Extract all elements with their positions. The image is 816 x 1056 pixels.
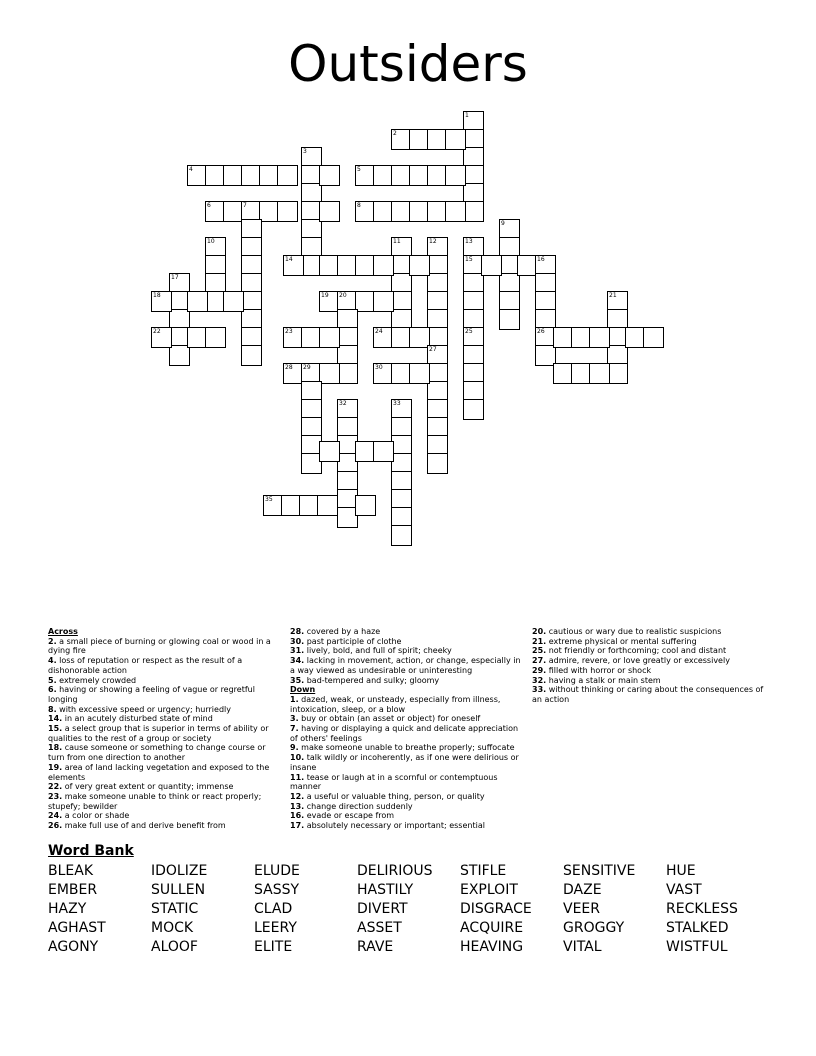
clue-item bbox=[290, 811, 522, 821]
clue-item-text: not friendly or forthcoming; cool and distant bbox=[548, 646, 727, 656]
grid-cell[interactable] bbox=[589, 327, 610, 348]
grid-cell[interactable] bbox=[355, 495, 376, 516]
clue-item bbox=[290, 821, 522, 831]
clue-column-2 bbox=[290, 627, 522, 831]
clue-item-number: 18. bbox=[48, 743, 63, 753]
clue-item bbox=[532, 676, 764, 686]
grid-cell[interactable] bbox=[319, 327, 340, 348]
grid-cell[interactable] bbox=[463, 201, 484, 222]
clue-item bbox=[48, 676, 276, 686]
grid-cell[interactable] bbox=[169, 345, 190, 366]
clue-item-number: 30. bbox=[290, 636, 305, 646]
grid-cell[interactable] bbox=[445, 165, 466, 186]
clue-item-text: absolutely necessary or important; essential bbox=[306, 821, 485, 831]
clue-number: 15 bbox=[465, 256, 473, 263]
clue-item-text: lively, bold, and full of spirit; cheeky bbox=[306, 646, 452, 656]
clue-item-text: a color or shade bbox=[64, 811, 130, 821]
clue-number: 27 bbox=[429, 346, 437, 353]
clue-item-text: extreme physical or mental suffering bbox=[548, 636, 697, 646]
clue-number: 10 bbox=[207, 238, 215, 245]
word-bank-word: DAZE bbox=[563, 882, 602, 898]
clue-item-text: having a stalk or main stem bbox=[548, 675, 661, 685]
clue-number: 13 bbox=[465, 238, 473, 245]
word-bank-word: EMBER bbox=[48, 882, 98, 898]
clue-item-text: having or showing a feeling of vague or regretful longing bbox=[48, 685, 255, 704]
clue-item-text: area of land lacking vegetation and exposed to the elements bbox=[48, 762, 270, 782]
clue-item-number: 25. bbox=[532, 646, 547, 656]
grid-cell[interactable] bbox=[205, 327, 226, 348]
word-bank-word: LEERY bbox=[254, 920, 297, 936]
clue-item bbox=[532, 685, 764, 704]
grid-cell[interactable] bbox=[319, 165, 340, 186]
clue-item-text: extremely crowded bbox=[59, 675, 137, 685]
clue-number: 14 bbox=[285, 256, 293, 263]
grid-cell[interactable] bbox=[607, 363, 628, 384]
word-bank-word: ASSET bbox=[357, 920, 402, 936]
clue-item-text: talk wildly or incoherently, as if one were delirious or insane bbox=[290, 753, 519, 772]
clue-item bbox=[48, 792, 276, 811]
grid-cell[interactable] bbox=[643, 327, 664, 348]
clue-number: 24 bbox=[375, 328, 383, 335]
clue-number: 2 bbox=[393, 130, 397, 137]
word-bank-word: STATIC bbox=[151, 901, 199, 917]
grid-cell[interactable] bbox=[499, 309, 520, 330]
clue-item bbox=[290, 792, 522, 802]
grid-cell[interactable] bbox=[277, 165, 298, 186]
clue-item-text: loss of reputation or respect as the result of a dishonorable action bbox=[48, 656, 243, 675]
clue-item-number: 21. bbox=[532, 636, 547, 646]
clue-item bbox=[290, 714, 522, 724]
word-bank-word: IDOLIZE bbox=[151, 863, 208, 879]
clue-item bbox=[532, 656, 764, 666]
clue-number: 17 bbox=[171, 274, 179, 281]
clue-item-text: make someone unable to breathe properly; suffocate bbox=[301, 743, 515, 753]
grid-cell[interactable] bbox=[223, 291, 244, 312]
word-bank-word: ELITE bbox=[254, 939, 293, 955]
across-heading: Across bbox=[48, 627, 78, 636]
clue-item-number: 22. bbox=[48, 782, 63, 792]
word-bank-word: HUE bbox=[666, 863, 696, 879]
word-bank-word: BLEAK bbox=[48, 863, 94, 879]
clue-number: 3 bbox=[303, 148, 307, 155]
clue-item-number: 6. bbox=[48, 685, 57, 695]
clue-item bbox=[290, 753, 522, 772]
clue-number: 33 bbox=[393, 400, 401, 407]
grid-cell[interactable] bbox=[409, 363, 430, 384]
clue-item-text: evade or escape from bbox=[306, 811, 395, 821]
clue-item bbox=[48, 811, 276, 821]
clue-item-number: 33. bbox=[532, 685, 547, 695]
grid-cell[interactable] bbox=[427, 453, 448, 474]
word-bank-word: WISTFUL bbox=[666, 939, 728, 955]
clue-item-number: 27. bbox=[532, 656, 547, 666]
word-bank-word: ACQUIRE bbox=[460, 920, 524, 936]
clue-item-number: 1. bbox=[290, 694, 299, 704]
grid-cell[interactable] bbox=[445, 129, 466, 150]
down-heading: Down bbox=[290, 685, 316, 695]
clue-item-number: 16. bbox=[290, 811, 305, 821]
clue-number: 23 bbox=[285, 328, 293, 335]
clue-item bbox=[48, 821, 276, 831]
grid-cell[interactable] bbox=[277, 201, 298, 222]
word-bank-word: STALKED bbox=[666, 920, 729, 936]
word-bank-word: ALOOF bbox=[151, 939, 198, 955]
word-bank-word: MOCK bbox=[151, 920, 194, 936]
clue-item bbox=[48, 705, 276, 715]
clue-item-number: 2. bbox=[48, 636, 57, 646]
grid-cell[interactable] bbox=[373, 441, 394, 462]
word-bank-word: RECKLESS bbox=[666, 901, 738, 917]
clue-item-text: in an acutely disturbed state of mind bbox=[64, 714, 213, 724]
clue-number: 22 bbox=[153, 328, 161, 335]
clue-number: 29 bbox=[303, 364, 311, 371]
clue-number: 7 bbox=[243, 202, 247, 209]
grid-cell[interactable] bbox=[319, 201, 340, 222]
clue-item-number: 3. bbox=[290, 714, 299, 724]
word-bank-word: AGHAST bbox=[48, 920, 106, 936]
word-bank-word: SASSY bbox=[254, 882, 300, 898]
clue-number: 28 bbox=[285, 364, 293, 371]
clue-item bbox=[290, 743, 522, 753]
clue-number: 30 bbox=[375, 364, 383, 371]
clue-item bbox=[290, 802, 522, 812]
clue-item-text: cause someone or something to change course or turn from one direction to another bbox=[48, 743, 266, 763]
word-bank-word: DELIRIOUS bbox=[357, 863, 433, 879]
word-bank-title: Word Bank bbox=[48, 843, 134, 859]
clue-item-number: 15. bbox=[48, 724, 63, 734]
grid-cell[interactable] bbox=[151, 291, 172, 312]
word-bank-word: STIFLE bbox=[460, 863, 507, 879]
clue-item bbox=[290, 646, 522, 656]
clue-number: 9 bbox=[501, 220, 505, 227]
word-bank-word: GROGGY bbox=[563, 920, 625, 936]
clue-item bbox=[532, 637, 764, 647]
clue-item-text: dazed, weak, or unsteady, especially from illness, intoxication, sleep, or a blow bbox=[290, 694, 501, 714]
grid-cell[interactable] bbox=[481, 255, 502, 276]
clue-item bbox=[48, 685, 276, 704]
clue-number: 4 bbox=[189, 166, 193, 173]
clue-item-number: 28. bbox=[290, 627, 305, 636]
grid-cell[interactable] bbox=[319, 441, 340, 462]
clue-item bbox=[290, 676, 522, 686]
clue-item-text: with excessive speed or urgency; hurriedly bbox=[59, 704, 231, 714]
clue-item-number: 29. bbox=[532, 665, 547, 675]
clue-item bbox=[532, 666, 764, 676]
clue-item bbox=[48, 743, 276, 762]
word-bank-word: HEAVING bbox=[460, 939, 524, 955]
clue-number: 26 bbox=[537, 328, 545, 335]
clue-item-text: having or displaying a quick and delicate appreciation of others' feelings bbox=[290, 724, 519, 743]
clue-number: 25 bbox=[465, 328, 473, 335]
clue-item-number: 10. bbox=[290, 753, 305, 763]
clue-item-text: a small piece of burning or glowing coal or wood in a dying fire bbox=[48, 636, 271, 656]
clue-number: 8 bbox=[357, 202, 361, 209]
clue-item-text: filled with horror or shock bbox=[548, 665, 652, 675]
clue-item-text: buy or obtain (an asset or object) for oneself bbox=[301, 714, 481, 724]
clue-item bbox=[48, 763, 276, 782]
grid-cell[interactable] bbox=[463, 399, 484, 420]
word-bank-word: AGONY bbox=[48, 939, 99, 955]
clue-item-text: change direction suddenly bbox=[306, 801, 413, 811]
grid-cell[interactable] bbox=[373, 291, 394, 312]
word-bank-word: CLAD bbox=[254, 901, 293, 917]
clue-item-number: 32. bbox=[532, 675, 547, 685]
clue-item-number: 9. bbox=[290, 743, 299, 753]
clue-item-number: 12. bbox=[290, 791, 305, 801]
clue-column-1 bbox=[48, 627, 276, 831]
clue-item bbox=[290, 695, 522, 714]
clue-number: 35 bbox=[265, 496, 273, 503]
word-bank-word: ELUDE bbox=[254, 863, 300, 879]
grid-cell[interactable] bbox=[391, 525, 412, 546]
word-bank-word: EXPLOIT bbox=[460, 882, 518, 898]
clue-item-number: 7. bbox=[290, 724, 299, 734]
clue-number: 18 bbox=[153, 292, 161, 299]
clue-item-text: make full use of and derive benefit from bbox=[64, 821, 226, 831]
clue-item-text: without thinking or caring about the consequences of an action bbox=[532, 685, 764, 704]
clue-item bbox=[290, 724, 522, 743]
grid-cell[interactable] bbox=[151, 327, 172, 348]
word-bank-word: SULLEN bbox=[151, 882, 206, 898]
grid-cell[interactable] bbox=[241, 345, 262, 366]
clue-item-text: bad-tempered and sulky; gloomy bbox=[306, 675, 440, 685]
clue-item-text: cautious or wary due to realistic suspicions bbox=[548, 627, 722, 636]
clue-item-number: 20. bbox=[532, 627, 547, 636]
clue-number: 1 bbox=[465, 112, 469, 119]
clue-item-text: a useful or valuable thing, person, or quality bbox=[306, 791, 485, 801]
clue-item-text: a select group that is superior in terms of ability or qualities to the rest of a group or society bbox=[48, 724, 269, 743]
word-bank-word: VEER bbox=[563, 901, 600, 917]
clue-item-number: 8. bbox=[48, 704, 57, 714]
clue-item-number: 5. bbox=[48, 675, 57, 685]
clue-number: 19 bbox=[321, 292, 329, 299]
word-bank-word: HAZY bbox=[48, 901, 87, 917]
grid-cell[interactable] bbox=[283, 255, 304, 276]
clue-item-number: 11. bbox=[290, 772, 305, 782]
clue-item-number: 4. bbox=[48, 656, 57, 666]
word-bank-word: SENSITIVE bbox=[563, 863, 636, 879]
clue-item-number: 34. bbox=[290, 656, 305, 666]
clue-item bbox=[48, 782, 276, 792]
grid-cell[interactable] bbox=[319, 363, 340, 384]
clue-number: 32 bbox=[339, 400, 347, 407]
grid-cell[interactable] bbox=[337, 363, 358, 384]
clue-item-number: 13. bbox=[290, 801, 305, 811]
clue-number: 16 bbox=[537, 256, 545, 263]
clue-item bbox=[532, 646, 764, 656]
clue-item bbox=[48, 656, 276, 675]
clue-number: 11 bbox=[393, 238, 401, 245]
clue-item-number: 26. bbox=[48, 821, 63, 831]
word-bank-word: RAVE bbox=[357, 939, 394, 955]
clue-item-number: 24. bbox=[48, 811, 63, 821]
word-bank-word: VITAL bbox=[563, 939, 602, 955]
clue-item bbox=[532, 627, 764, 637]
clue-item bbox=[290, 656, 522, 675]
clue-number: 21 bbox=[609, 292, 617, 299]
clue-item-text: of very great extent or quantity; immense bbox=[64, 782, 234, 792]
clue-column-3 bbox=[532, 627, 764, 705]
grid-cell[interactable] bbox=[317, 495, 338, 516]
clue-item-text: tease or laugh at in a scornful or contemptuous manner bbox=[290, 772, 498, 792]
clue-item-number: 31. bbox=[290, 646, 305, 656]
clue-item-number: 17. bbox=[290, 821, 305, 831]
puzzle-title: Outsiders bbox=[288, 35, 528, 93]
grid-cell[interactable] bbox=[373, 255, 394, 276]
clue-number: 5 bbox=[357, 166, 361, 173]
clue-item-text: lacking in movement, action, or change, especially in a way viewed as undesirable or uninteresting bbox=[290, 656, 521, 675]
clue-item bbox=[290, 627, 522, 637]
clue-item-number: 35. bbox=[290, 675, 305, 685]
clue-item bbox=[48, 714, 276, 724]
word-bank-word: VAST bbox=[666, 882, 702, 898]
grid-cell[interactable] bbox=[187, 291, 208, 312]
clue-number: 20 bbox=[339, 292, 347, 299]
grid-cell[interactable] bbox=[589, 363, 610, 384]
grid-cell[interactable] bbox=[445, 201, 466, 222]
word-bank-word: DIVERT bbox=[357, 901, 408, 917]
clue-item-text: admire, revere, or love greatly or excessively bbox=[548, 656, 730, 666]
clue-item-text: past participle of clothe bbox=[306, 636, 402, 646]
clue-item-number: 14. bbox=[48, 714, 63, 724]
clue-item bbox=[290, 773, 522, 792]
clue-item bbox=[48, 724, 276, 743]
clue-item-number: 19. bbox=[48, 762, 63, 772]
clue-item-text: make someone unable to think or react properly; stupefy; bewilder bbox=[48, 791, 262, 811]
clue-item-number: 23. bbox=[48, 791, 63, 801]
clue-number: 12 bbox=[429, 238, 437, 245]
clue-item bbox=[290, 637, 522, 647]
clue-item bbox=[48, 637, 276, 656]
clue-number: 6 bbox=[207, 202, 211, 209]
clue-item-text: covered by a haze bbox=[306, 627, 381, 636]
grid-cell[interactable] bbox=[409, 255, 430, 276]
word-bank-word: HASTILY bbox=[357, 882, 414, 898]
word-bank-word: DISGRACE bbox=[460, 901, 532, 917]
